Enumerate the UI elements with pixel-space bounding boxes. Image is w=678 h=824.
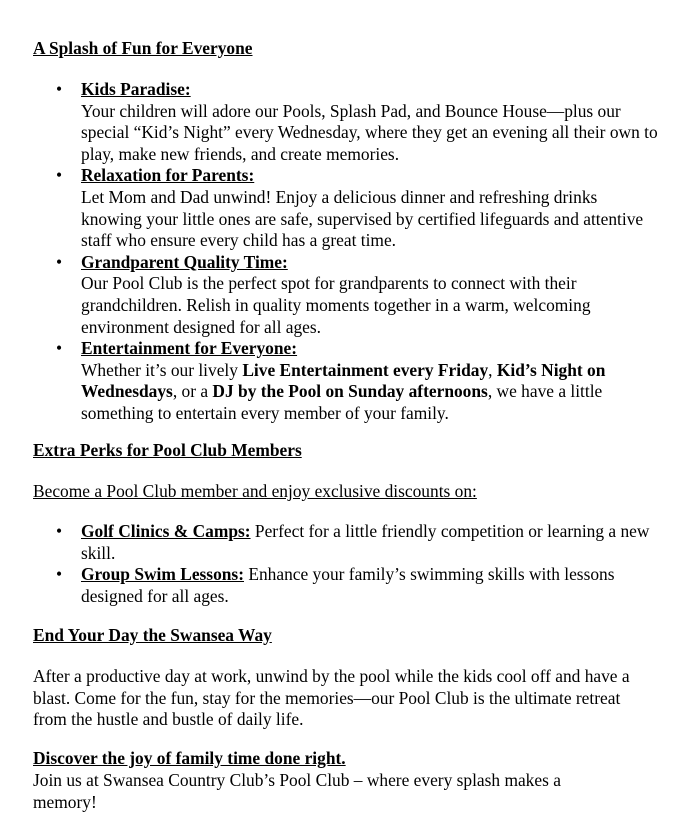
- section-heading-swansea-way: End Your Day the Swansea Way: [33, 625, 272, 645]
- list-item-golf: [0, 521, 661, 564]
- section-heading-splash: A Splash of Fun for Everyone: [33, 38, 253, 58]
- closing-paragraph: Join us at Swansea Country Club’s Pool Club – where every splash makes a memory!: [33, 770, 561, 812]
- item-title: Grandparent Quality Time:: [81, 251, 288, 272]
- bullet-icon: •: [56, 338, 63, 359]
- bullet-icon: •: [56, 251, 63, 272]
- list-item-relaxation: [0, 165, 661, 251]
- perks-intro: Become a Pool Club member and enjoy exclusive discounts on:: [33, 481, 477, 501]
- bullet-icon: •: [56, 521, 63, 541]
- item-title: Relaxation for Parents:: [81, 165, 255, 186]
- bullet-icon: •: [56, 564, 63, 585]
- swansea-way-paragraph: After a productive day at work, unwind by the pool while the kids cool off and have a blast. Come for the fun, stay for the memories—our Pool Club is the ultimate retreat from the hustle and bustle of daily life.: [33, 666, 630, 730]
- section-heading-discover: Discover the joy of family time done right.: [33, 748, 346, 768]
- bullet-icon: •: [56, 165, 63, 186]
- list-item-grandparent: [0, 252, 661, 338]
- list-item-entertainment: [0, 338, 661, 424]
- text-run: Whether it’s our lively: [81, 359, 243, 380]
- list-item-kids-paradise: [0, 79, 661, 165]
- item-title: Group Swim Lessons:: [81, 564, 244, 585]
- item-body: Let Mom and Dad unwind! Enjoy a delicious dinner and refreshing drinks knowing your little ones are safe, supervised by certified lifeguards and attentive staff who ensure every child has a great time.: [81, 186, 644, 251]
- item-title: Golf Clinics & Camps:: [81, 521, 251, 541]
- item-body: Enhance your family’s swimming skills with lessons designed for all ages.: [81, 564, 615, 606]
- bold-text-run: Live Entertainment every Friday: [242, 359, 489, 380]
- item-title: Entertainment for Everyone:: [81, 338, 298, 359]
- bold-text-run: Kid’s Night on Wednesdays: [81, 359, 606, 402]
- fun-list: [0, 79, 678, 425]
- item-body: Our Pool Club is the perfect spot for grandparents to connect with their grandchildren. Relish in quality moments together in a warm, welcoming environment designed for all ages.: [81, 273, 591, 337]
- text-run: ,: [488, 359, 497, 380]
- bullet-icon: •: [56, 79, 63, 99]
- item-title: Kids Paradise:: [81, 79, 191, 99]
- list-item-swim: [0, 564, 661, 607]
- item-body: Perfect for a little friendly competition or learning a new skill.: [81, 521, 650, 563]
- item-body: [81, 360, 661, 425]
- section-heading-perks: Extra Perks for Pool Club Members: [33, 440, 302, 460]
- perks-list: [0, 521, 678, 607]
- item-body: Your children will adore our Pools, Splash Pad, and Bounce House—plus our special “Kid’s Night” every Wednesday, where they get an evening all their own to play, make new friends, and create memories.: [81, 100, 658, 164]
- text-run: , we have a little something to entertain every member of your family.: [81, 381, 603, 423]
- text-run: , or a: [172, 381, 213, 402]
- bold-text-run: DJ by the Pool on Sunday afternoons: [212, 381, 488, 402]
